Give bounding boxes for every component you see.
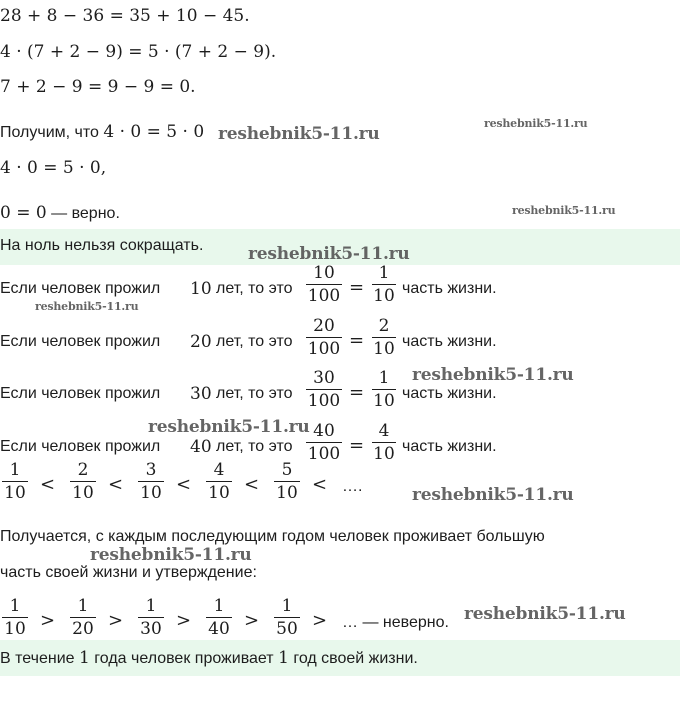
denominator: 10 xyxy=(276,483,298,503)
fraction xyxy=(372,421,396,463)
numerator: 2 xyxy=(77,460,89,480)
fraction-bar xyxy=(372,442,396,443)
fraction-bar xyxy=(274,481,300,482)
inequality-line xyxy=(0,460,680,512)
life-row-years: 20 xyxy=(190,332,212,352)
verdict-line xyxy=(0,203,120,223)
equation-line-2: 4 · (7 + 2 − 9) = 5 · (7 + 2 − 9). xyxy=(0,42,277,62)
final-text-1: В течение xyxy=(0,650,75,667)
watermark: reshebnik5-11.ru xyxy=(35,300,139,313)
denominator: 10 xyxy=(72,483,94,503)
fraction xyxy=(138,596,164,639)
less-than-sign: < xyxy=(312,474,328,495)
fraction-bar xyxy=(306,389,342,390)
fraction-bar xyxy=(274,617,300,618)
watermark: reshebnik5-11.ru xyxy=(218,124,380,144)
equation-line-1: 28 + 8 − 36 = 35 + 10 − 45. xyxy=(0,6,250,26)
fraction-bar xyxy=(372,337,396,338)
denominator: 10 xyxy=(373,286,395,306)
fraction-bar xyxy=(306,442,342,443)
verdict-text: — верно. xyxy=(51,205,120,222)
greater-than-sign: > xyxy=(244,610,260,631)
greater-than-sign: > xyxy=(40,610,56,631)
watermark: reshebnik5-11.ru xyxy=(412,365,574,385)
fraction xyxy=(206,460,232,503)
numerator: 10 xyxy=(313,263,335,283)
denominator: 10 xyxy=(208,483,230,503)
life-row-years: 10 xyxy=(190,279,212,299)
fraction-bar xyxy=(70,617,96,618)
life-row-suffix: часть жизни. xyxy=(402,438,497,455)
life-row-mid: лет, то это xyxy=(216,280,293,297)
highlight-text-2 xyxy=(0,648,418,668)
numerator: 1 xyxy=(378,263,390,283)
watermark: reshebnik5-11.ru xyxy=(90,545,252,565)
less-than-sign: < xyxy=(40,474,56,495)
greater-than-sign: > xyxy=(312,610,328,631)
denominator: 50 xyxy=(276,619,298,639)
final-text-2: года человек проживает xyxy=(94,650,274,667)
life-row-mid: лет, то это xyxy=(216,385,293,402)
life-row xyxy=(0,368,680,420)
numerator: 1 xyxy=(77,596,89,616)
less-than-sign: < xyxy=(108,474,124,495)
fraction xyxy=(306,316,342,359)
denominator: 10 xyxy=(373,391,395,411)
denominator: 20 xyxy=(72,619,94,639)
denominator: 100 xyxy=(307,339,341,359)
numerator: 3 xyxy=(145,460,157,480)
denominator: 30 xyxy=(140,619,162,639)
paragraph-line-1: Получается, с каждым последующим годом человек проживает большую xyxy=(0,528,545,545)
greater-than-sign: > xyxy=(108,610,124,631)
numerator: 1 xyxy=(378,368,390,388)
fraction xyxy=(372,263,396,306)
less-than-sign: < xyxy=(176,474,192,495)
equals-sign: = xyxy=(349,277,365,298)
fraction xyxy=(306,368,342,411)
numerator: 30 xyxy=(313,368,335,388)
numerator: 2 xyxy=(378,316,390,336)
greater-than-sign: > xyxy=(176,610,192,631)
denominator: 10 xyxy=(4,483,26,503)
denominator: 10 xyxy=(373,339,395,359)
equals-sign: = xyxy=(349,435,365,456)
watermark: reshebnik5-11.ru xyxy=(512,204,616,217)
highlight-text-1: На ноль нельзя сокращать. xyxy=(0,237,204,254)
numerator: 1 xyxy=(281,596,293,616)
watermark: reshebnik5-11.ru xyxy=(412,485,574,505)
verdict-math: 0 = 0 xyxy=(0,203,47,223)
life-row-years: 40 xyxy=(190,437,212,457)
life-row-suffix: часть жизни. xyxy=(402,385,497,402)
fraction xyxy=(306,421,342,463)
watermark: reshebnik5-11.ru xyxy=(464,604,626,624)
inequality-tail: …. xyxy=(342,478,363,495)
fraction-bar xyxy=(138,481,164,482)
numerator: 1 xyxy=(9,596,21,616)
fraction xyxy=(2,596,28,639)
final-math-1: 1 xyxy=(79,648,90,668)
conclusion-line xyxy=(0,122,204,142)
denominator: 10 xyxy=(373,444,395,463)
fraction xyxy=(206,596,232,639)
numerator: 40 xyxy=(313,421,335,441)
final-text-3: год своей жизни. xyxy=(293,650,418,667)
fraction xyxy=(372,368,396,411)
numerator: 1 xyxy=(9,460,21,480)
fraction-bar xyxy=(206,617,232,618)
equation-line-5: 4 · 0 = 5 · 0, xyxy=(0,158,107,178)
less-than-sign: < xyxy=(244,474,260,495)
fraction-bar xyxy=(70,481,96,482)
life-row-prefix: Если человек прожил xyxy=(0,385,161,402)
life-row-suffix: часть жизни. xyxy=(402,280,497,297)
fraction-bar xyxy=(2,617,28,618)
fraction xyxy=(70,460,96,503)
life-row-prefix: Если человек прожил xyxy=(0,280,161,297)
numerator: 1 xyxy=(145,596,157,616)
life-row-mid: лет, то это xyxy=(216,333,293,350)
fraction xyxy=(274,460,300,503)
conclusion-text: Получим, что xyxy=(0,124,99,141)
fraction xyxy=(274,596,300,639)
numerator: 5 xyxy=(281,460,293,480)
life-row xyxy=(0,421,680,463)
numerator: 4 xyxy=(378,421,390,441)
fraction-bar xyxy=(138,617,164,618)
fraction xyxy=(70,596,96,639)
equals-sign: = xyxy=(349,330,365,351)
watermark: reshebnik5-11.ru xyxy=(248,244,410,264)
denominator: 10 xyxy=(4,619,26,639)
life-row-prefix: Если человек прожил xyxy=(0,438,161,455)
final-math-2: 1 xyxy=(278,648,289,668)
fraction-bar xyxy=(2,481,28,482)
numerator: 1 xyxy=(213,596,225,616)
fraction-bar xyxy=(306,284,342,285)
denominator: 100 xyxy=(307,444,341,463)
numerator: 20 xyxy=(313,316,335,336)
fraction xyxy=(306,263,342,306)
fraction-bar xyxy=(372,389,396,390)
fraction xyxy=(372,316,396,359)
conclusion-math: 4 · 0 = 5 · 0 xyxy=(103,122,205,142)
fraction-bar xyxy=(372,284,396,285)
denominator: 10 xyxy=(140,483,162,503)
paragraph-line-2: часть своей жизни и утверждение: xyxy=(0,564,257,581)
numerator: 4 xyxy=(213,460,225,480)
watermark: reshebnik5-11.ru xyxy=(148,417,310,437)
inequality-tail: … — неверно. xyxy=(342,614,449,631)
fraction-bar xyxy=(306,337,342,338)
life-row-mid: лет, то это xyxy=(216,438,293,455)
watermark: reshebnik5-11.ru xyxy=(484,117,588,130)
denominator: 40 xyxy=(208,619,230,639)
life-row xyxy=(0,316,680,368)
fraction xyxy=(2,460,28,503)
life-row-prefix: Если человек прожил xyxy=(0,333,161,350)
fraction-bar xyxy=(206,481,232,482)
life-row-suffix: часть жизни. xyxy=(402,333,497,350)
denominator: 100 xyxy=(307,391,341,411)
equation-line-3: 7 + 2 − 9 = 9 − 9 = 0. xyxy=(0,77,196,97)
equals-sign: = xyxy=(349,382,365,403)
life-row-years: 30 xyxy=(190,384,212,404)
fraction xyxy=(138,460,164,503)
denominator: 100 xyxy=(307,286,341,306)
